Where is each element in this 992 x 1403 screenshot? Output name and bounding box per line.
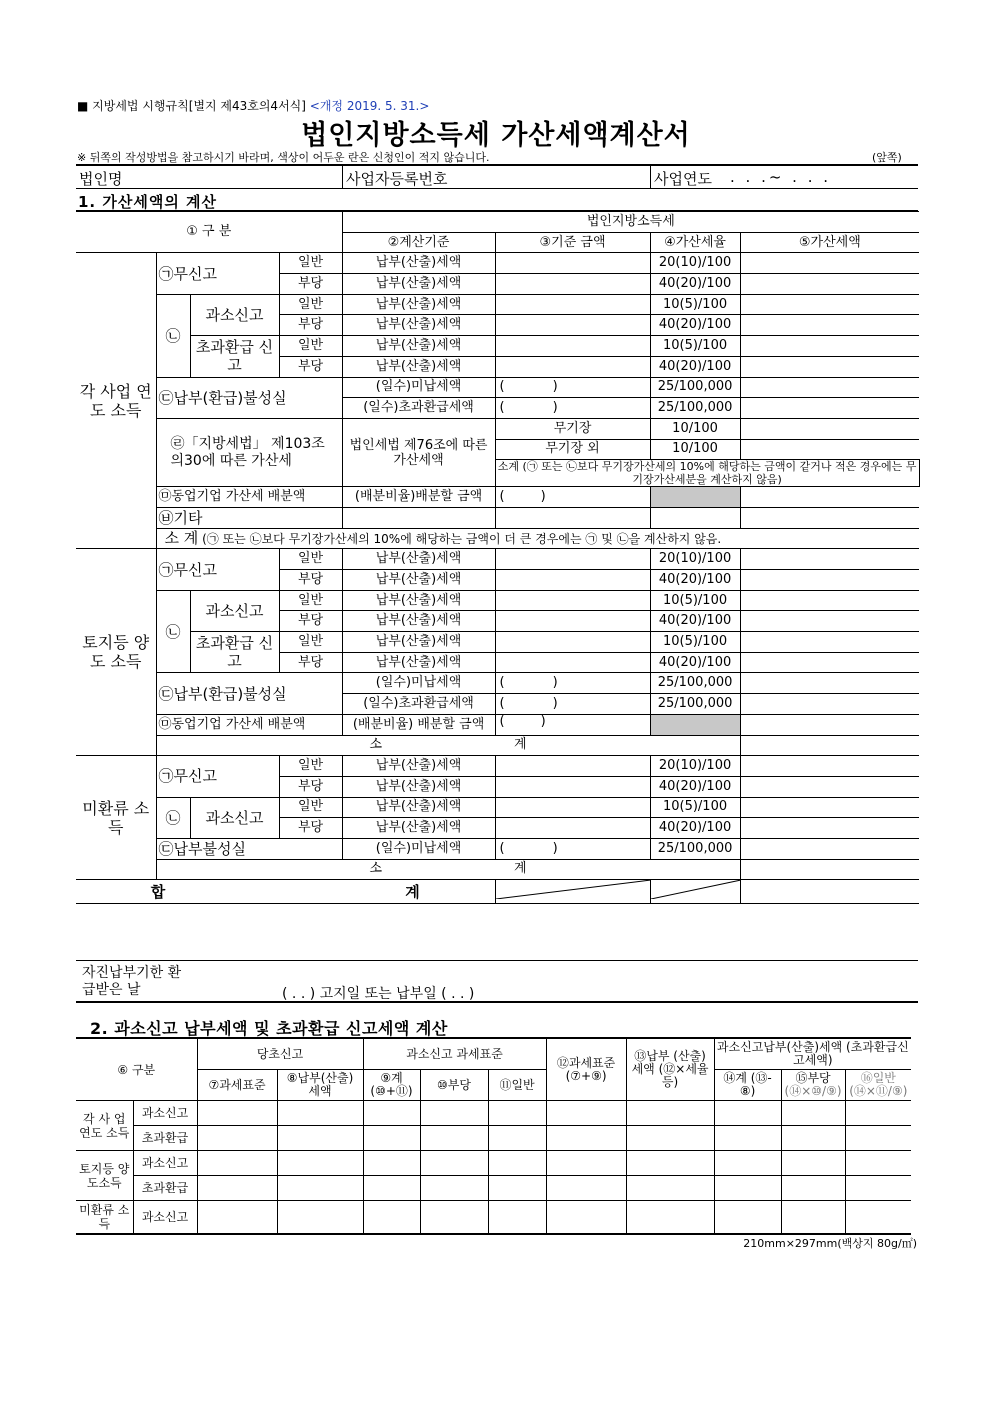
diagonal-line: [651, 880, 741, 899]
h-basis: ②계산기준: [342, 232, 495, 253]
instruction-note: ※ 뒤쪽의 작성방법을 참고하시기 바라며, 색상이 어두운 란은 신청인이 적지 않습니다.: [77, 151, 490, 164]
h-tax: 법인지방소득세: [342, 212, 919, 233]
no-report: ㉠무신고: [156, 253, 279, 294]
page-side-label: (앞쪽): [872, 151, 902, 164]
period-value[interactable]: . . .~ . . .: [730, 168, 832, 186]
section-1-title: 1. 가산세액의 계산: [78, 193, 218, 211]
page-title: 법인지방소득세 가산세액계산서: [301, 120, 691, 151]
corporation-info-row: [76, 166, 918, 189]
diagonal-line: [496, 880, 651, 899]
h-category: ① 구 분: [76, 212, 342, 253]
biz-no-label: 사업자등록번호: [346, 170, 448, 188]
deadline-value[interactable]: ( . . ) 고지일 또는 납부일 ( . . ): [282, 986, 475, 1002]
group-land: 토지등 양도 소득: [76, 549, 156, 756]
paper-spec: 210mm×297mm(백상지 80g/㎡): [743, 1237, 917, 1250]
subtotal-1: 소 계 (㉠ 또는 ㉡보다 무기장가산세의 10%에 해당하는 금액이 더 큰 경우에는 ㉠ 및 ㉡을 계산하지 않음.: [156, 528, 919, 549]
penalty-calculation-table: ① 구 분 법인지방소득세 ②계산기준 ③기준 금액 ④가산세율 ⑤가산세액 각 사업 연도 소득 ㉠무신고 일반 납부(산출)세액 20(10)/100 부당 납부(산출)세액 40(20)/100 ㉡ 과소신고 일반 납부(산출)세액 10(5)/100 부당 납부(산출)세액 40(20)/100 초과환급 신고 일반 납부(산출)세액 10(5)/100 부당 납부(산출)세액 40(20)/100 ㉢납부(환급)불성실 (일수)미납세액 ( ) 25/100,000 (일수)초과환급세액 ( ) 25/100,000 ㉣「지방세법」 제103조의30에 따른 가산세 법인세법 제76조에 따른 가산세액 무기장 10/100 무기장 외 10/100 소계 (㉠ 또는 ㉡보다 무기장가산세의 10%에 해당하는 금액이 같거나 적은 경우에는 무기장가산세분을 계산하지 않음) ㉤동업기업 가산세 배분액 (배분비율)배분할 금액 ( ) ㉥기타 소 계 (㉠ 또는 ㉡보다 무기장가산세의 10%에 해당하는 금액이 더 큰 경우에는 ㉠ 및 ㉡을 계산하지 않음. 토지등 양도 소득 ㉠무신고 일반 납부(산출)세액 20(10)/100 부당 납부(산출)세액 40(20)/100 ㉡ 과소신고 일반 납부(산출)세액 10(5)/100 부당 납부(산출)세액 40(20)/100 초과환급 신고 일반 납부(산출)세액 10(5)/100 부당 납부(산출)세액 40(20)/100 ㉢납부(환급)불성실 (일수)미납세액 ( ) 25/100,000 (일수)초과환급세액 ( ) 25/100,000 ㉤동업기업 가산세 배분액 (배분비율) 배분할 금액 ( ) 소 계 미환류 소득 ㉠무신고 일반 납부(산출)세액 20(10)/100 부당 납부(산출)세액 40(20)/100 ㉡ 과소신고 일반 납부(산출)세액 10(5)/100 부당 납부(산출)세액 40(20)/100 ㉢납부불성실 (일수)미납세액 ( ) 25/100,000 소 계 합 계: [76, 211, 919, 904]
section-2-title: 2. 과소신고 납부세액 및 초과환급 신고세액 계산: [90, 1019, 448, 1038]
subtotal-3: 소 계: [156, 859, 740, 880]
deadline-row: [76, 960, 918, 1003]
group-each-year: 각 사업 연도 소득: [76, 253, 156, 549]
revision-date: <개정 2019. 5. 31.>: [309, 99, 430, 113]
deadline-label: 자진납부기한 환급받은 날: [82, 965, 182, 998]
h-penalty: ⑤가산세액: [740, 232, 919, 253]
period-label: 사업연도: [654, 170, 712, 188]
under-report-table: ⑥ 구분 당초신고 과소신고 과세표준 ⑫과세표준 (⑦+⑨) ⑬납부 (산출)세액 (⑫×세율 등) 과소신고납부(산출)세액 (초과환급신고세액) ⑦과세표준 ⑧납부(산출) 세액 ⑨계 (⑩+⑪) ⑩부당 ⑪일반 ⑭계 (⑬-⑧) ⑮부당 (⑭×⑩/⑨) ⑯일반 (⑭×⑪/⑨) 각 사 업연도 소득 과소신고 초과환급 토지등 양도소득 과소신고 초과환급 미환류 소득 과소신고: [76, 1037, 911, 1235]
grand-total: 합 계: [76, 880, 495, 904]
form-reference: ■ 지방세법 시행규칙[별지 제43호의4서식] <개정 2019. 5. 31.>: [77, 99, 430, 113]
h-amount: ③기준 금액: [495, 232, 650, 253]
subtotal-2: 소 계: [156, 735, 740, 756]
group-unreturned: 미환류 소득: [76, 756, 156, 880]
corp-name-label: 법인명: [79, 170, 123, 188]
h-rate: ④가산세율: [650, 232, 740, 253]
